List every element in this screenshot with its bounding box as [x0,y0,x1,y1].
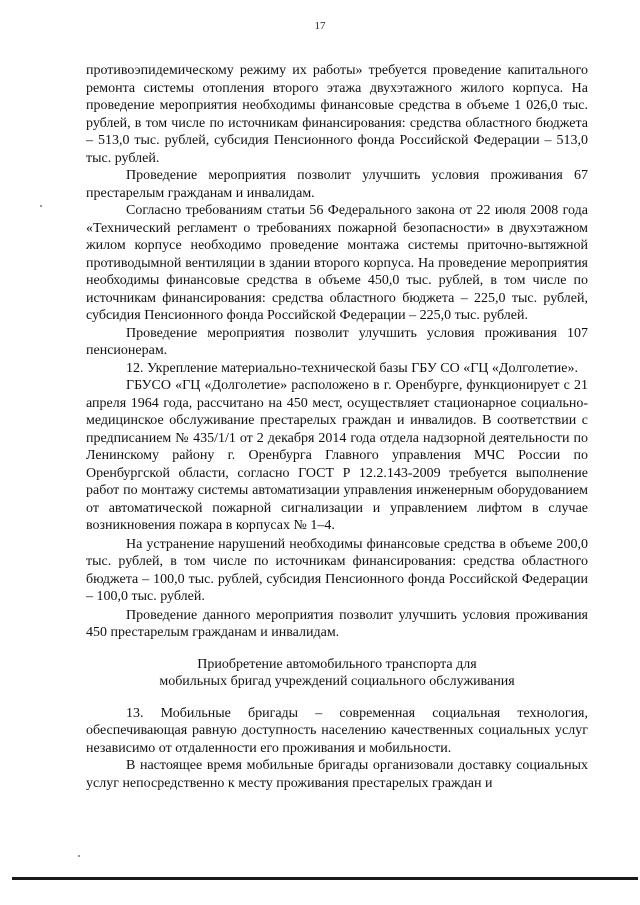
paragraph-mobile-brigades-current: В настоящее время мобильные бригады организовали доставку социальных услуг непосредственно к месту проживания престарелых граждан и [86,758,588,791]
scan-speck [40,205,42,207]
paragraph-ventilation-outcome: Проведение мероприятия позволит улучшить условия проживания 107 пенсионерам. [86,325,588,358]
paragraph-heating-outcome: Проведение мероприятия позволит улучшить условия проживания 67 престарелым гражданам и инвалидам. [86,168,588,201]
section-heading-line-2: мобильных бригад учреждений социального обслуживания [159,674,515,689]
section-heading-line-1: Приобретение автомобильного транспорта для [197,656,477,672]
document-body [86,62,588,792]
paragraph-dolgoletie-funding: На устранение нарушений необходимы финансовые средства в объеме 200,0 тыс. рублей, в том числе по источникам финансирования: средства областного бюджета – 100,0 тыс. рублей, субсидия Пенсионного фонда Российской Федерации – 100,0 тыс. рублей. [86,536,588,604]
section-heading [86,656,588,691]
bottom-scan-edge [12,877,638,880]
paragraph-ventilation: Согласно требованиям статьи 56 Федерального закона от 22 июля 2008 года «Технический регламент о требованиях пожарной безопасности» в двухэтажном жилом корпусе необходимо проведение монтажа системы приточно-вытяжной противодымной вентиляции в здании второго корпуса. На проведение мероприятия необходимы финансовые средства в объеме 450,0 тыс. рублей, в том числе по источникам финансирования: средства областного бюджета – 225,0 тыс. рублей, субсидия Пенсионного фонда Российской Федерации – 225,0 тыс. рублей. [86,203,588,323]
paragraph-item-12-title: 12. Укрепление материально-технической базы ГБУ СО «ГЦ «Долголетие». [126,360,578,376]
scan-speck [78,855,80,857]
paragraph-dolgoletie-description: ГБУСО «ГЦ «Долголетие» расположено в г. Оренбурге, функционирует с 21 апреля 1964 года, рассчитано на 450 мест, осуществляет стационарное социально-медицинское обслуживание престарелых граждан и инвалидов. В соответствии с предписанием № 435/1/1 от 2 декабря 2014 года отдела надзорной деятельности по Ленинскому району г. Оренбурга Главного управления МЧС России по Оренбургской области, согласно ГОСТ Р 12.2.143-2009 требуется выполнение работ по монтажу системы автоматизации управления инженерным оборудованием от автоматической пожарной сигнализации и управлением лифтом в случае возникновения пожара в корпусах № 1–4. [86,378,588,533]
paragraph-heating-repair: противоэпидемическому режиму их работы» требуется проведение капитального ремонта системы отопления второго этажа двухэтажного жилого корпуса. На проведение мероприятия необходимы финансовые средства в объеме 1 026,0 тыс. рублей, в том числе по источникам финансирования: средства областного бюджета – 513,0 тыс. рублей, субсидия Пенсионного фонда Российской Федерации – 513,0 тыс. рублей. [86,63,588,166]
paragraph-dolgoletie-outcome: Проведение данного мероприятия позволит улучшить условия проживания 450 престарелым гражданам и инвалидам. [86,607,588,640]
paragraph-mobile-brigades: 13. Мобильные бригады – современная социальная технология, обеспечивающая равную доступность населению качественных социальных услуг независимо от отдаленности его проживания и мобильности. [86,705,588,756]
page-number: 17 [314,20,326,32]
